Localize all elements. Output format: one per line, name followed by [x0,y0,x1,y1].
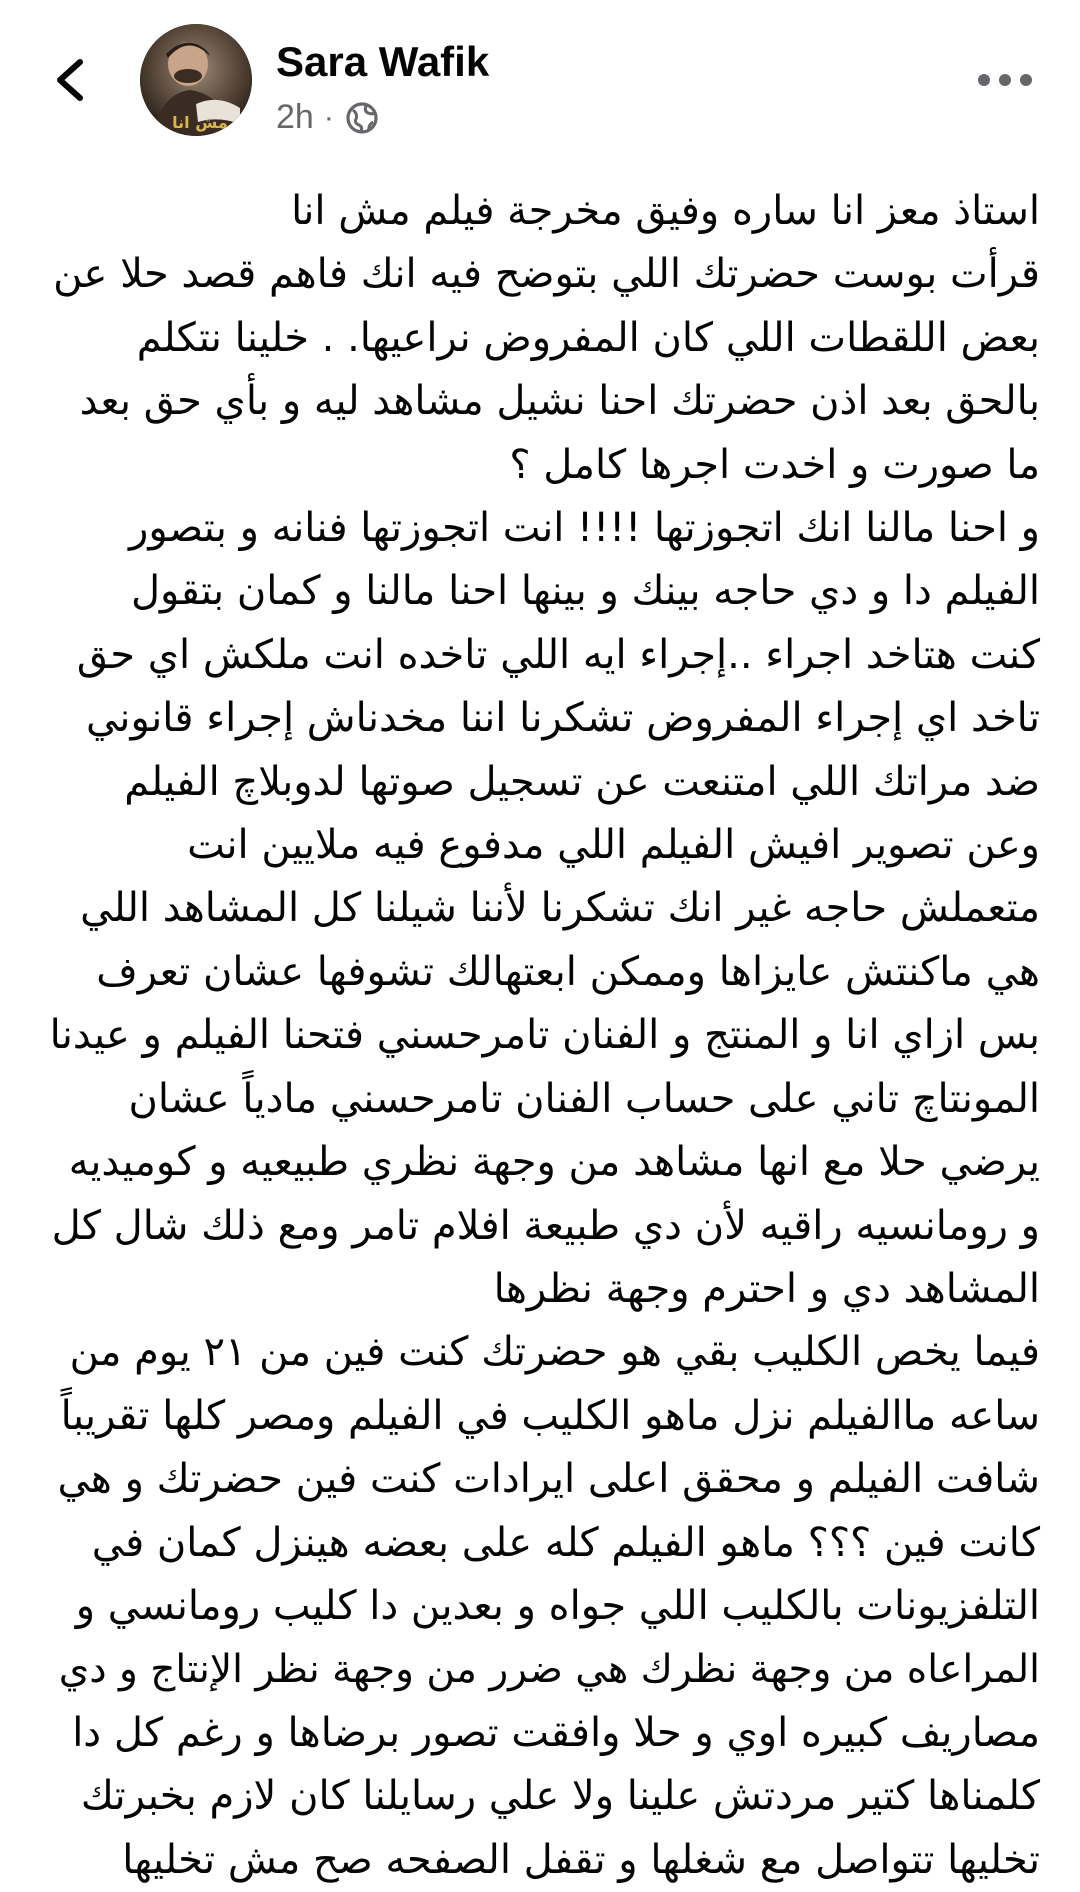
post-text-line: بس ازاي انا و المنتج و الفنان تامرحسني فتحنا الفيلم و عيدنا [49,1012,1040,1059]
back-button[interactable] [40,50,100,110]
post-text-line: استاذ معز انا ساره وفيق مخرجة فيلم مش انا [291,188,1040,234]
more-options-button[interactable] [970,60,1040,100]
post-text-line: ما صورت و اخدت اجرها كامل ؟ [509,441,1040,488]
post-text-line: التلفزيونات بالكليب اللي جواه و بعدين دا كليب رومانسي و [75,1582,1040,1629]
chevron-left-icon [52,56,88,104]
post-text-line: هي ماكنتش عايزاها وممكن ابعتهالك تشوفها عشان تعرف [96,948,1040,995]
post-text-line: تخليها تتواصل مع شغلها و تقفل الصفحه صح مش تخليها [122,1836,1040,1883]
post-text-line: كانت فين ؟؟؟ ماهو الفيلم كله على بعضه هينزل كمان في [91,1519,1040,1566]
avatar[interactable] [140,24,252,136]
globe-icon [344,100,380,136]
post-text-line: كنت هتاخد اجراء ..إجراء ايه اللي تاخده انت ملكش اي حق [76,631,1040,678]
avatar-title-text: مش انا.. [172,113,240,132]
post-meta [276,98,380,137]
post-text [40,180,1040,1892]
post-text-line: يرضي حلا مع انها مشاهد من وجهة نظري طبيعيه و كوميديه [68,1139,1040,1186]
post-text-line: وعن تصوير افيش الفيلم اللي مدفوع فيه ملايين انت [187,822,1040,869]
post-text-line: بعض اللقطات اللي كان المفروض نراعيها. . خلينا نتكلم [136,314,1040,361]
post-text-line: مصاريف كبيره اوي و حلا وافقت تصور برضاها و رغم كل دا [72,1709,1040,1756]
post-text-line: فيما يخص الكليب بقي هو حضرتك كنت فين من ٢١ يوم من [69,1329,1040,1376]
post-text-line: ضد مراتك اللي امتنعت عن تسجيل صوتها لدوبلاچ الفيلم [124,758,1040,805]
post-header [0,0,1080,150]
post-text-line: المشاهد دي و احترم وجهة نظرها [493,1265,1040,1312]
post-text-line: الفيلم دا و دي حاجه بينك و بينها احنا مالنا و كمان بتقول [130,568,1040,615]
post-text-line: و احنا مالنا انك اتجوزتها !!!! انت اتجوزتها فنانه و بتصور [129,505,1040,552]
post-text-line: شافت الفيلم و محقق اعلى ايرادات كنت فين حضرتك و هي [57,1456,1040,1503]
author-name[interactable]: Sara Wafik [276,38,490,85]
timestamp[interactable]: 2h [276,98,314,136]
post-text-line: المونتاچ تاني على حساب الفنان تامرحسني مادياً عشان [128,1075,1040,1122]
avatar-image [140,24,252,136]
meta-separator: · [323,100,334,134]
more-horizontal-icon [977,73,1033,87]
post-text-line: تاخد اي إجراء المفروض تشكرنا اننا مخدناش إجراء قانوني [85,695,1040,742]
post-text-line: بالحق بعد اذن حضرتك احنا نشيل مشاهد ليه و بأي حق بعد [79,378,1040,425]
post-text-line: ساعه ماالفيلم نزل ماهو الكليب في الفيلم ومصر كلها تقريباً [60,1392,1040,1439]
post-text-line: متعملش حاجه غير انك تشكرنا لأننا شيلنا كل المشاهد اللي [80,885,1040,932]
post-text-line: و رومانسيه راقيه لأن دي طبيعة افلام تامر ومع ذلك شال كل [51,1202,1040,1249]
post-text-line: كلمناها كتير مردتش علينا ولا علي رسايلنا كان لازم بخبرتك [80,1773,1040,1820]
post-text-line: قرأت بوست حضرتك اللي بتوضح فيه انك فاهم قصد حلا عن [53,251,1040,298]
post-text-line: المراعاه من وجهة نظرك هي ضرر من وجهة نظر الإنتاج و دي [58,1647,1040,1693]
